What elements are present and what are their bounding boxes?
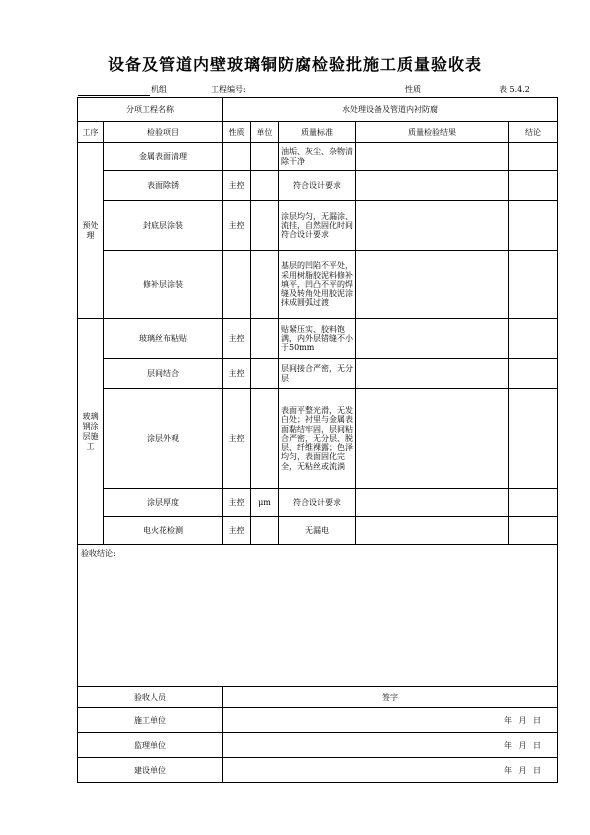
nature-cell: 主控	[223, 201, 251, 251]
unit-cell	[251, 143, 279, 171]
unit-cell: μm	[251, 489, 279, 517]
item-cell: 封底层涂装	[104, 201, 223, 251]
header-result: 质量检验结果	[356, 122, 509, 143]
unit-cell	[251, 517, 279, 545]
signoff-unit-label: 施工单位	[78, 708, 223, 733]
standard-cell: 涂层均匀，无漏涂、流挂，自然固化时间符合设计要求	[279, 201, 356, 251]
item-cell: 涂层厚度	[104, 489, 223, 517]
signature-label: 签字	[223, 687, 558, 708]
table-row	[78, 171, 558, 201]
signoff-unit-label: 监理单位	[78, 733, 223, 758]
header-process: 工序	[78, 122, 104, 143]
result-cell[interactable]	[356, 143, 509, 171]
result-cell[interactable]	[356, 517, 509, 545]
conclusion-cell[interactable]	[509, 171, 558, 201]
header-nature: 性质	[223, 122, 251, 143]
header-standard: 质量标准	[279, 122, 356, 143]
conclusion-cell[interactable]	[509, 251, 558, 319]
table-row	[78, 201, 558, 251]
nature-cell	[223, 251, 251, 319]
nature-cell: 主控	[223, 171, 251, 201]
item-cell: 修补层涂装	[104, 251, 223, 319]
unit-cell	[251, 251, 279, 319]
acceptance-conclusion-area[interactable]	[78, 545, 558, 687]
table-row	[78, 319, 558, 359]
subproject-label: 分项工程名称	[78, 98, 223, 122]
standard-cell: 表面平整光滑，无发白处；衬里与金属表面黏结牢固，层间粘合严密，无分层、脱层、纤维裸露；色泽均匀，表面固化完全，无粘丝或流淌	[279, 389, 356, 489]
standard-cell: 贴紧压实、胶料饱满，内外层错缝不小于50mm	[279, 319, 356, 359]
standard-cell: 层间接合严密，无分层	[279, 359, 356, 389]
signoff-unit-label: 建设单位	[78, 758, 223, 783]
item-cell: 层间结合	[104, 359, 223, 389]
nature-cell	[223, 143, 251, 171]
signoff-row	[78, 758, 558, 783]
acceptance-conclusion-row	[78, 545, 558, 687]
subproject-value: 水处理设备及管道内衬防腐	[223, 98, 558, 122]
unit-cell	[251, 319, 279, 359]
acceptance-table	[77, 97, 558, 783]
form-title: 设备及管道内壁玻璃铜防腐检验批施工质量验收表	[107, 55, 482, 74]
nature-cell: 主控	[223, 489, 251, 517]
standard-cell: 符合设计要求	[279, 171, 356, 201]
project-no-label: 工程编号:	[211, 85, 246, 94]
header-conclusion: 结论	[509, 122, 558, 143]
subproject-row	[78, 98, 558, 122]
table-row	[78, 143, 558, 171]
signoff-date-field[interactable]: 年 月 日	[223, 758, 558, 783]
item-cell: 玻璃丝布粘贴	[104, 319, 223, 359]
result-cell[interactable]	[356, 389, 509, 489]
item-cell: 涂层外观	[104, 389, 223, 489]
conclusion-cell[interactable]	[509, 359, 558, 389]
unit-cell	[251, 201, 279, 251]
signoff-row	[78, 733, 558, 758]
conclusion-cell[interactable]	[509, 201, 558, 251]
standard-cell: 无漏电	[279, 517, 356, 545]
standard-cell: 符合设计要求	[279, 489, 356, 517]
header-row	[78, 122, 558, 143]
signoff-date-field[interactable]: 年 月 日	[223, 708, 558, 733]
result-cell[interactable]	[356, 201, 509, 251]
unit-cell	[251, 171, 279, 201]
table-row	[78, 251, 558, 319]
nature-cell: 主控	[223, 319, 251, 359]
nature-cell: 主控	[223, 517, 251, 545]
org-label: 机组	[151, 85, 167, 94]
table-row	[78, 517, 558, 545]
item-cell: 电火花检测	[104, 517, 223, 545]
standard-cell: 基层的凹陷不平处，采用树脂胶泥料修补填平，凹凸不平的焊缝及转角处用胶泥涂抹成圆弧过渡	[279, 251, 356, 319]
result-cell[interactable]	[356, 319, 509, 359]
form-number: 表 5.4.2	[499, 85, 530, 94]
header-unit: 单位	[251, 122, 279, 143]
item-cell: 金属表面清理	[104, 143, 223, 171]
signoff-row	[78, 708, 558, 733]
header-item: 检验项目	[104, 122, 223, 143]
acceptance-conclusion-label: 验收结论:	[81, 549, 116, 558]
standard-cell: 油垢、灰尘、杂物清除干净	[279, 143, 356, 171]
org-underline	[78, 95, 150, 96]
result-cell[interactable]	[356, 251, 509, 319]
nature-label: 性质	[405, 85, 421, 94]
conclusion-cell[interactable]	[509, 319, 558, 359]
personnel-row	[78, 687, 558, 708]
table-row	[78, 359, 558, 389]
nature-cell: 主控	[223, 359, 251, 389]
result-cell[interactable]	[356, 359, 509, 389]
result-cell[interactable]	[356, 171, 509, 201]
unit-cell	[251, 359, 279, 389]
conclusion-cell[interactable]	[509, 517, 558, 545]
personnel-label: 验收人员	[78, 687, 223, 708]
conclusion-cell[interactable]	[509, 143, 558, 171]
nature-cell: 主控	[223, 389, 251, 489]
signoff-date-field[interactable]: 年 月 日	[223, 733, 558, 758]
table-row	[78, 489, 558, 517]
conclusion-cell[interactable]	[509, 489, 558, 517]
unit-cell	[251, 389, 279, 489]
result-cell[interactable]	[356, 489, 509, 517]
conclusion-cell[interactable]	[509, 389, 558, 489]
category-pretreatment: 预处理	[78, 143, 104, 319]
item-cell: 表面除锈	[104, 171, 223, 201]
category-frp-coating: 玻璃钢涂层施工	[78, 319, 104, 545]
table-row	[78, 389, 558, 489]
